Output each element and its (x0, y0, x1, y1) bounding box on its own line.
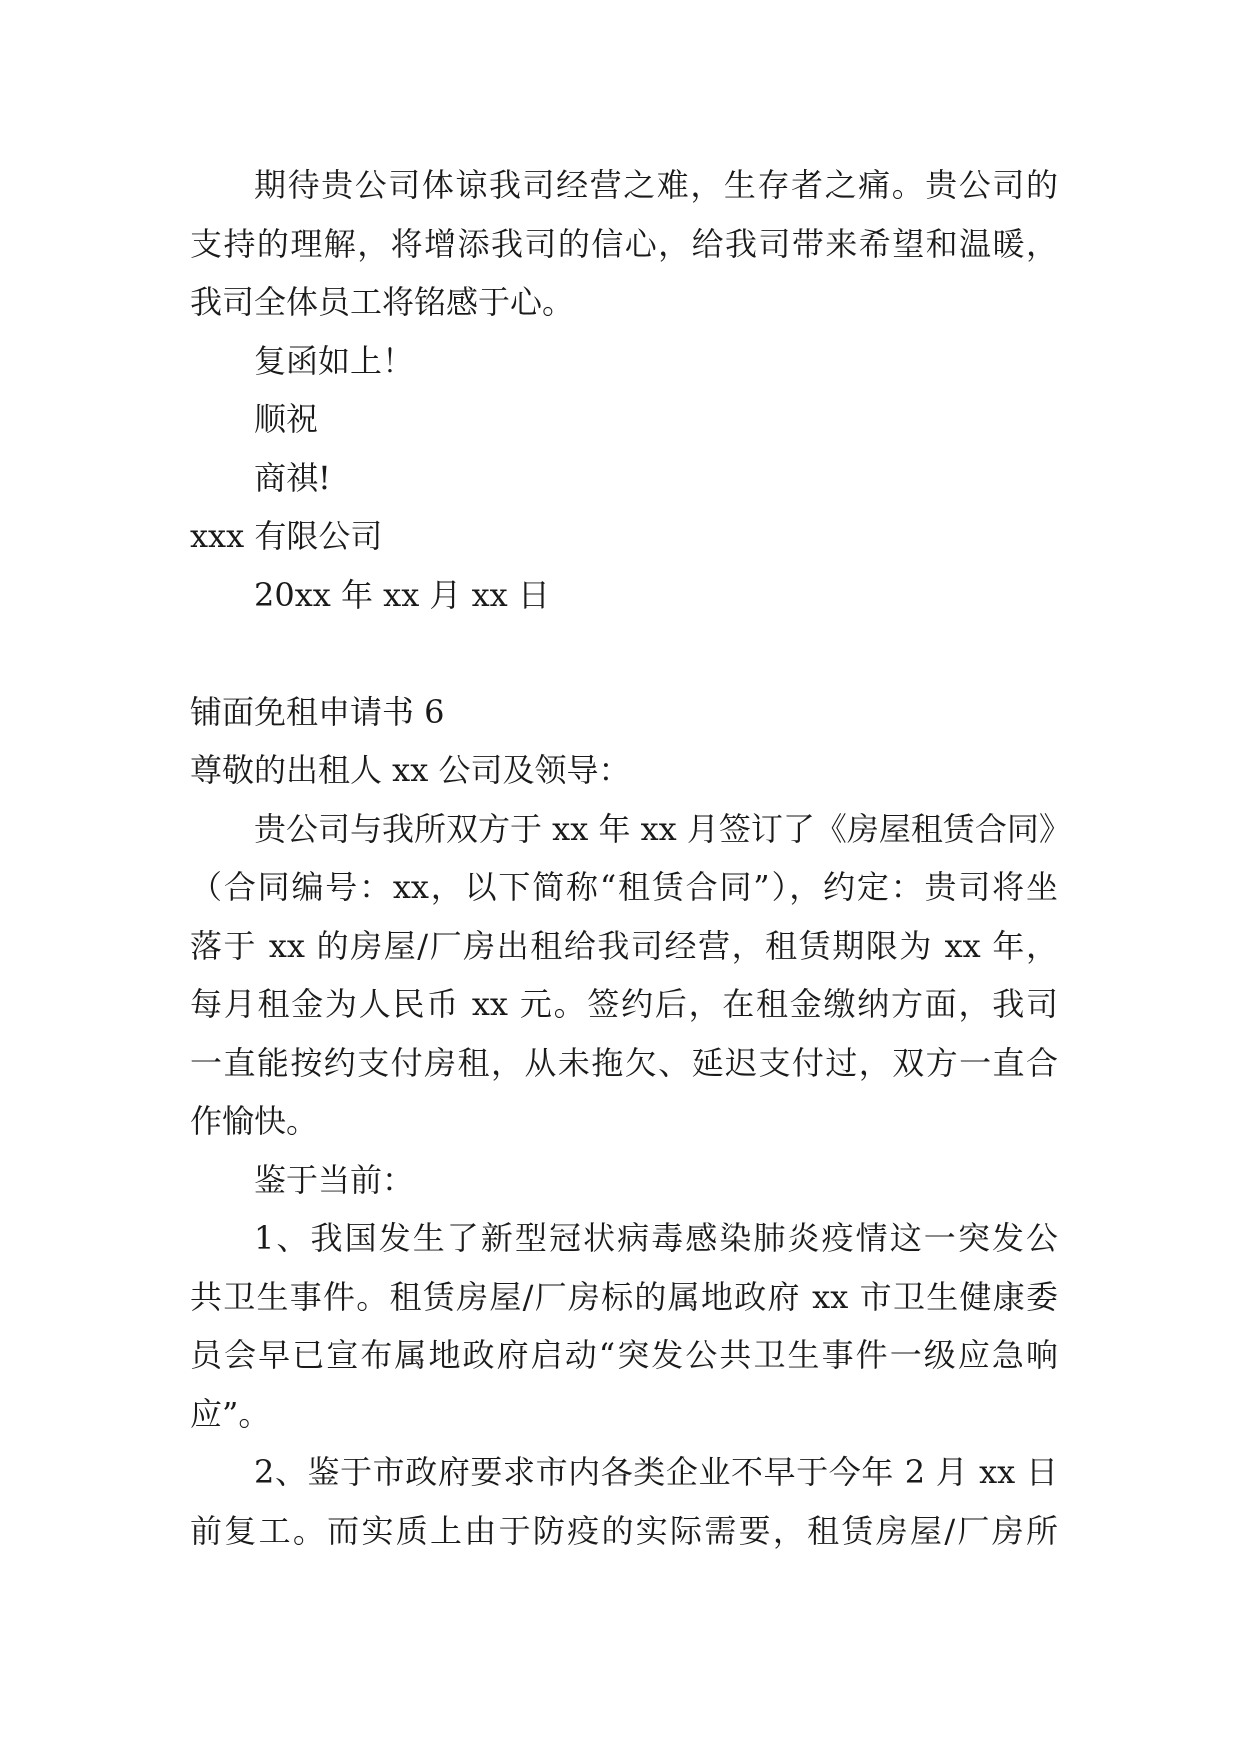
paragraph-line: 顺祝 (254, 400, 319, 438)
paragraph-line: 我司全体员工将铭感于心。 (190, 283, 575, 321)
paragraph (190, 390, 1058, 449)
paragraph-line: 每月租金为人民币 xx 元。签约后，在租金缴纳方面，我司 (190, 985, 1058, 1023)
paragraph (190, 1209, 1058, 1443)
paragraph-line: 商祺! (254, 458, 331, 497)
paragraph-line: 员会早已宣布属地政府启动“突发公共卫生事件一级应急响 (190, 1336, 1058, 1374)
paragraph (190, 156, 1058, 332)
section-spacer (190, 624, 1241, 683)
paragraph-line: 贵公司与我所双方于 xx 年 xx 月签订了《房屋租赁合同》 (254, 809, 1071, 848)
paragraph-line: 期待贵公司体谅我司经营之难，生存者之痛。贵公司的 (254, 166, 1058, 204)
paragraph-line: 一直能按约支付房租，从未拖欠、延迟支付过，双方一直合 (190, 1043, 1058, 1082)
paragraph-line: 复函如上！ (254, 341, 415, 380)
paragraph (190, 800, 1071, 1151)
paragraph-line: 1、我国发生了新型冠状病毒感染肺炎疫情这一突发公 (254, 1219, 1058, 1257)
paragraph (190, 332, 1058, 391)
paragraph (190, 449, 1058, 508)
paragraph-line: 作愉快。 (190, 1102, 319, 1140)
paragraph-line: 应”。 (190, 1394, 271, 1433)
paragraph-line: （合同编号：xx，以下简称“租赁合同”），约定：贵司将坐 (190, 868, 1058, 906)
paragraph-line: 支持的理解，将增添我司的信心，给我司带来希望和温暖， (190, 224, 1058, 263)
paragraph-line: 前复工。而实质上由于防疫的实际需要，租赁房屋/厂房所 (190, 1511, 1058, 1550)
signature: xxx 有限公司 (190, 517, 383, 555)
application-section (190, 683, 1071, 1561)
paragraph (190, 1443, 1058, 1560)
paragraph-line: 鉴于当前： (254, 1160, 415, 1199)
paragraph-line: 落于 xx 的房屋/厂房出租给我司经营，租赁期限为 xx 年， (190, 926, 1058, 965)
paragraph-line: 2、鉴于市政府要求市内各类企业不早于今年 2 月 xx 日 (254, 1453, 1058, 1491)
document-title: 铺面免租申请书 6 (190, 692, 445, 731)
paragraph (190, 1151, 1058, 1210)
letter-closing-section (190, 156, 1058, 624)
salutation: 尊敬的出租人 xx 公司及领导： (190, 751, 631, 789)
letter-date: 20xx 年 xx 月 xx 日 (254, 575, 550, 614)
paragraph-line: 共卫生事件。租赁房屋/厂房标的属地政府 xx 市卫生健康委 (190, 1277, 1058, 1316)
